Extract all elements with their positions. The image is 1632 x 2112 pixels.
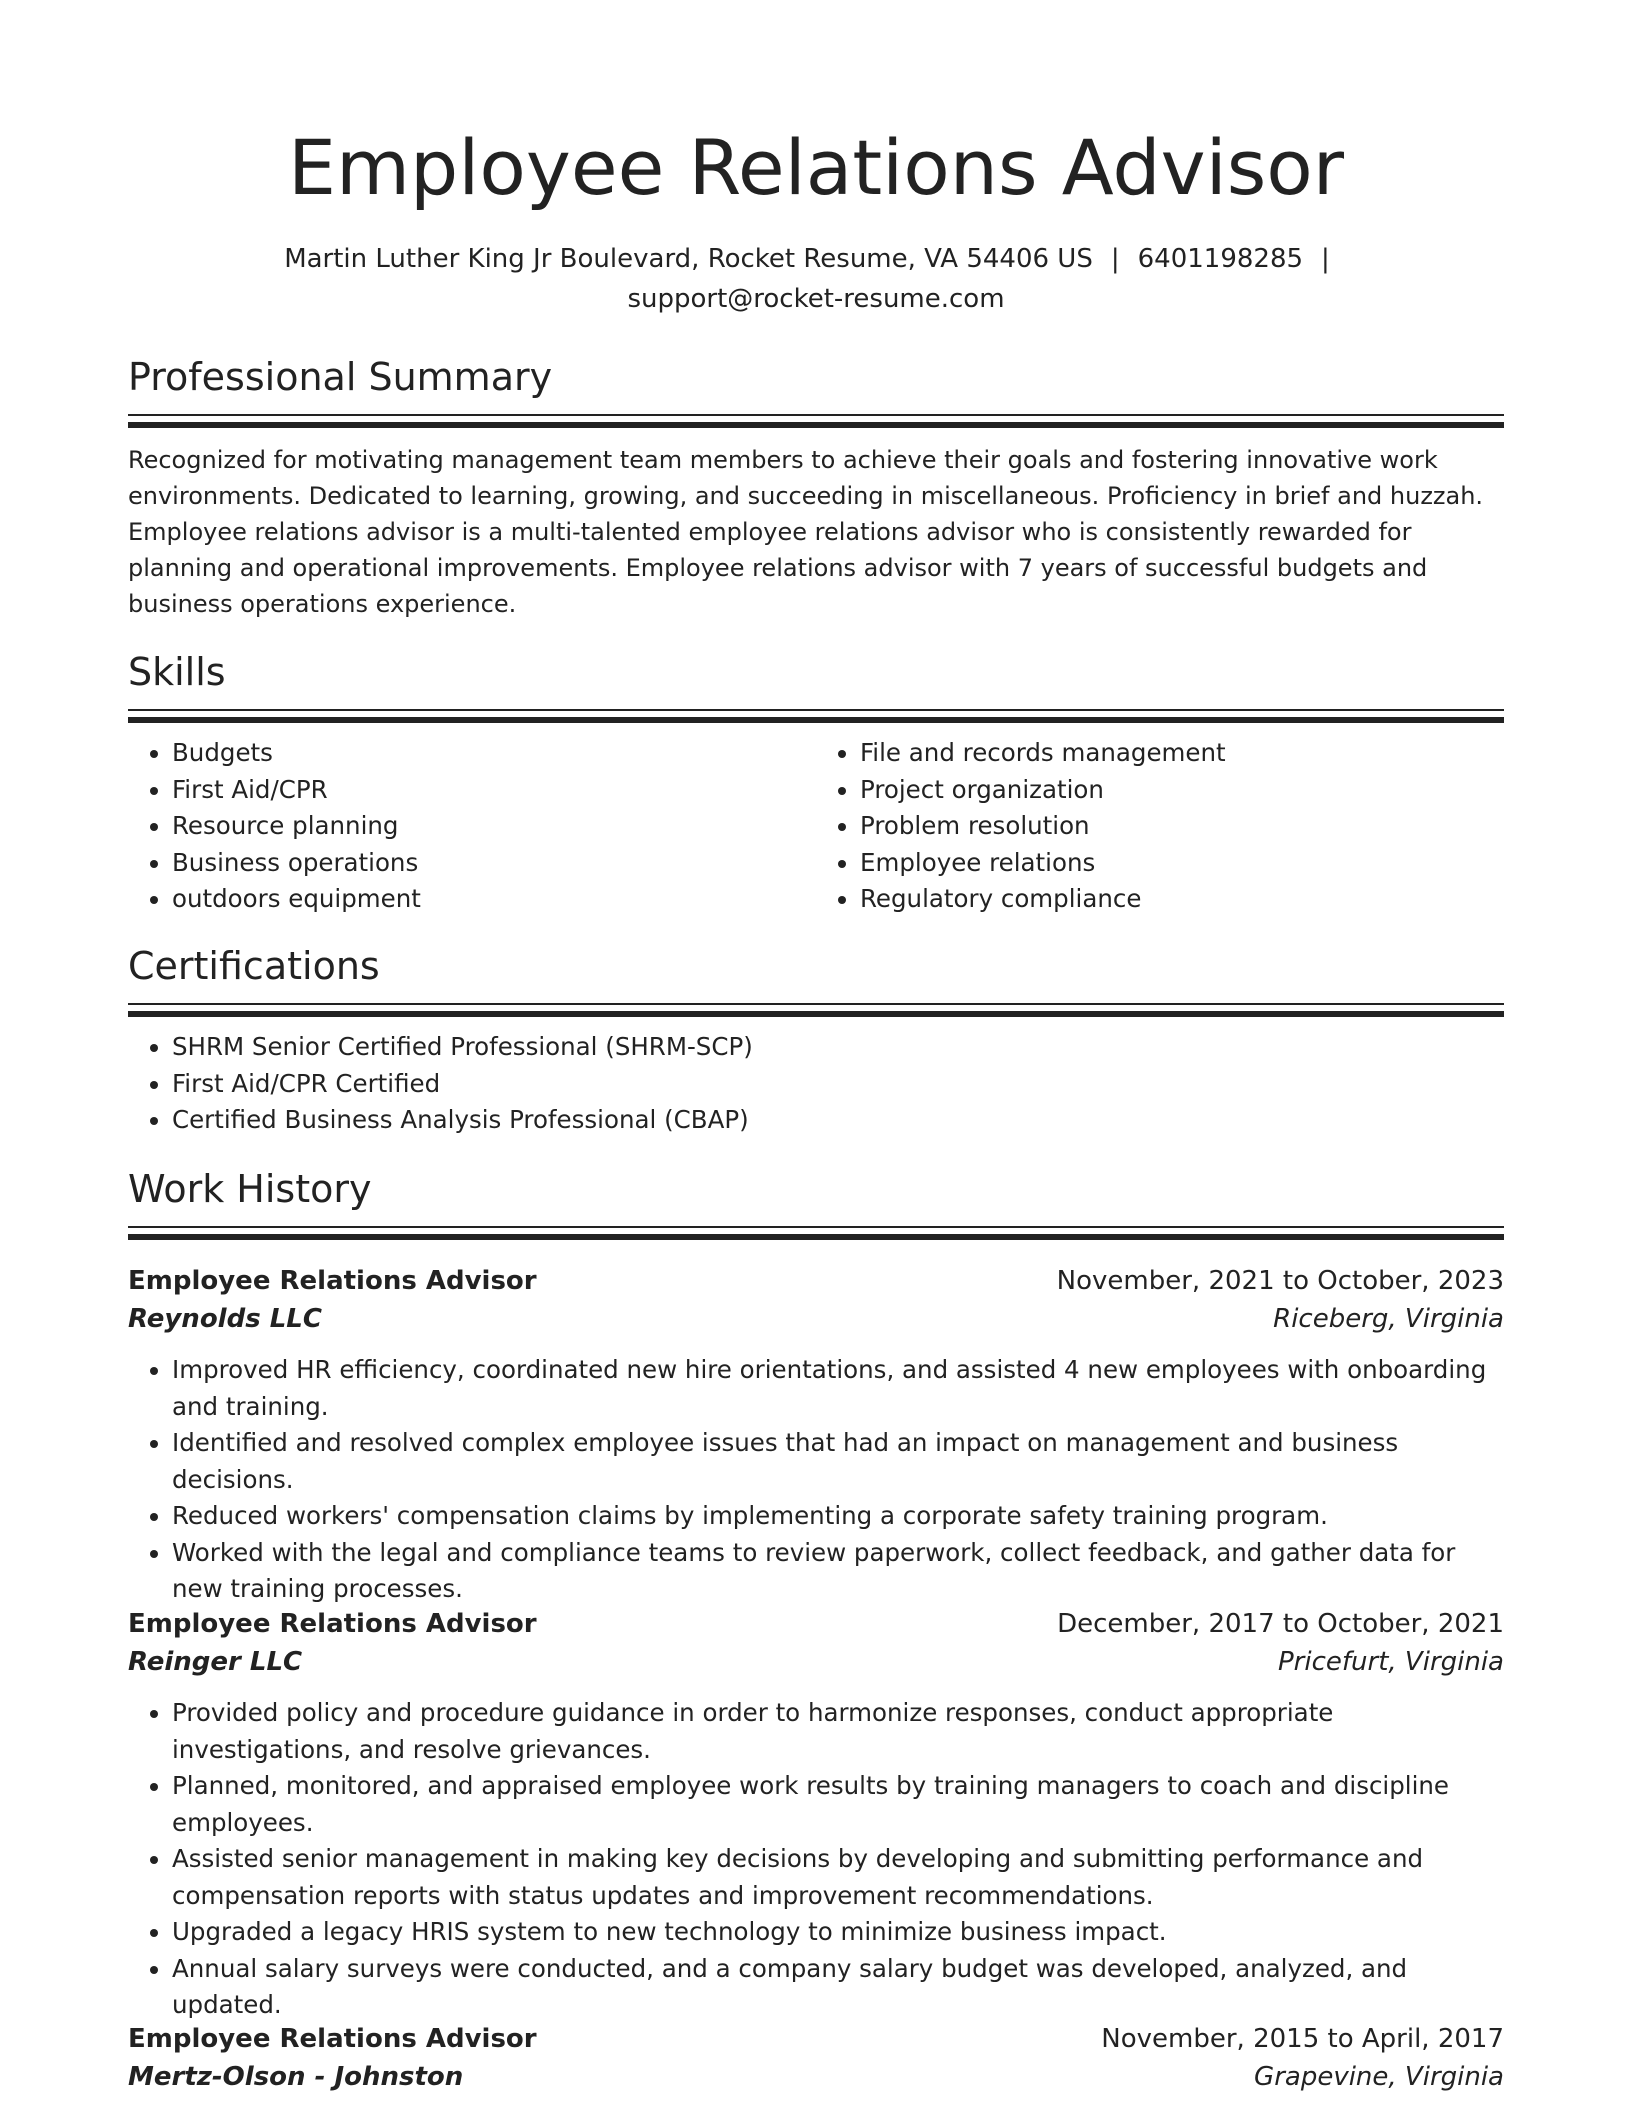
list-item: • Certified Business Analysis Professional (CBAP) <box>172 1102 1504 1139</box>
job-location: Pricefurt, Virginia <box>1278 1647 1504 1677</box>
list-item: • Provided policy and procedure guidance in order to harmonize responses, conduct appropriate investigations, and resolve grievances. <box>172 1695 1504 1768</box>
list-item: • Identified and resolved complex employee issues that had an impact on management and business decisions. <box>172 1425 1504 1498</box>
section-divider <box>128 709 1504 723</box>
list-item: • outdoors equipment <box>172 881 816 918</box>
list-item: • Business operations <box>172 845 816 882</box>
contact-email: support@rocket-resume.com <box>627 284 1005 314</box>
job-subheader <box>128 2058 1504 2096</box>
resume-name: Employee Relations Advisor <box>287 123 1345 212</box>
certifications-section <box>128 941 1504 1139</box>
job-entry <box>128 1262 1504 1608</box>
job-title: Employee Relations Advisor <box>128 1266 537 1296</box>
list-item: • File and records management <box>860 735 1504 772</box>
list-item: • Reduced workers' compensation claims by implementing a corporate safety training program. <box>172 1498 1504 1535</box>
contact-separator: | <box>1110 244 1120 274</box>
job-subheader <box>128 1643 1504 1681</box>
list-item: • Employee relations <box>860 845 1504 882</box>
section-title: Professional Summary <box>128 355 553 399</box>
list-item: • Upgraded a legacy HRIS system to new technology to minimize business impact. <box>172 1914 1504 1951</box>
job-dates: November, 2015 to April, 2017 <box>1101 2024 1504 2054</box>
contact-separator: | <box>1321 244 1330 274</box>
list-item: • Worked with the legal and compliance teams to review paperwork, collect feedback, and gather data for new training processes. <box>172 1535 1504 1608</box>
job-company: Reinger LLC <box>128 1647 303 1677</box>
list-item: • Planned, monitored, and appraised employee work results by training managers to coach and discipline employees. <box>172 1768 1504 1841</box>
list-item: • First Aid/CPR <box>172 772 816 809</box>
certifications-list <box>128 1029 1504 1139</box>
section-title: Work History <box>128 1167 372 1211</box>
job-bullets <box>128 1352 1504 1608</box>
contact-phone: 6401198285 <box>1137 244 1304 274</box>
skills-list-left <box>128 735 816 918</box>
job-dates: November, 2021 to October, 2023 <box>1056 1266 1504 1296</box>
job-dates: December, 2017 to October, 2021 <box>1057 1609 1504 1639</box>
list-item: • Assisted senior management in making key decisions by developing and submitting performance and compensation reports with status updates and improvement recommendations. <box>172 1841 1504 1914</box>
contact-address: Martin Luther King Jr Boulevard, Rocket Resume, VA 54406 US <box>284 244 1093 274</box>
section-title: Skills <box>128 650 226 694</box>
job-header <box>128 2020 1504 2058</box>
summary-section <box>128 352 1504 622</box>
skills-columns <box>128 723 1504 918</box>
job-title: Employee Relations Advisor <box>128 2024 537 2054</box>
list-item: • Problem resolution <box>860 808 1504 845</box>
job-header <box>128 1262 1504 1300</box>
job-company: Mertz-Olson - Johnston <box>128 2062 464 2092</box>
job-location: Grapevine, Virginia <box>1254 2062 1504 2092</box>
list-item: • Budgets <box>172 735 816 772</box>
section-divider <box>128 1003 1504 1017</box>
job-company: Reynolds LLC <box>128 1304 322 1334</box>
job-entry <box>128 2020 1504 2096</box>
summary-text: Recognized for motivating management team members to achieve their goals and fostering innovative work environments. Dedicated to learning, growing, and succeeding in miscellaneous. Proficiency in brief and huzzah. Employee relations advisor is a multi-talented employee relations advisor who is consistently rewarded for planning and operational improvements. Employee relations advisor with 7 years of successful budgets and business operations experience. <box>128 446 1484 618</box>
list-item: • Annual salary surveys were conducted, and a company salary budget was developed, analyzed, and updated. <box>172 1951 1504 2024</box>
job-bullets <box>128 1695 1504 2024</box>
job-header <box>128 1605 1504 1643</box>
list-item: • First Aid/CPR Certified <box>172 1066 1504 1103</box>
job-subheader <box>128 1300 1504 1338</box>
job-location: Riceberg, Virginia <box>1273 1304 1504 1334</box>
section-title: Certifications <box>128 944 380 988</box>
job-entry <box>128 1605 1504 2024</box>
section-divider <box>128 1226 1504 1240</box>
list-item: • Regulatory compliance <box>860 881 1504 918</box>
list-item: • SHRM Senior Certified Professional (SHRM-SCP) <box>172 1029 1504 1066</box>
list-item: • Project organization <box>860 772 1504 809</box>
job-title: Employee Relations Advisor <box>128 1609 537 1639</box>
skills-list-right <box>816 735 1504 918</box>
list-item: • Resource planning <box>172 808 816 845</box>
work-history-section <box>128 1164 1504 1240</box>
skills-section <box>128 647 1504 918</box>
list-item: • Improved HR efficiency, coordinated new hire orientations, and assisted 4 new employees with onboarding and training. <box>172 1352 1504 1425</box>
contact-info <box>128 239 1504 319</box>
section-divider <box>128 414 1504 428</box>
